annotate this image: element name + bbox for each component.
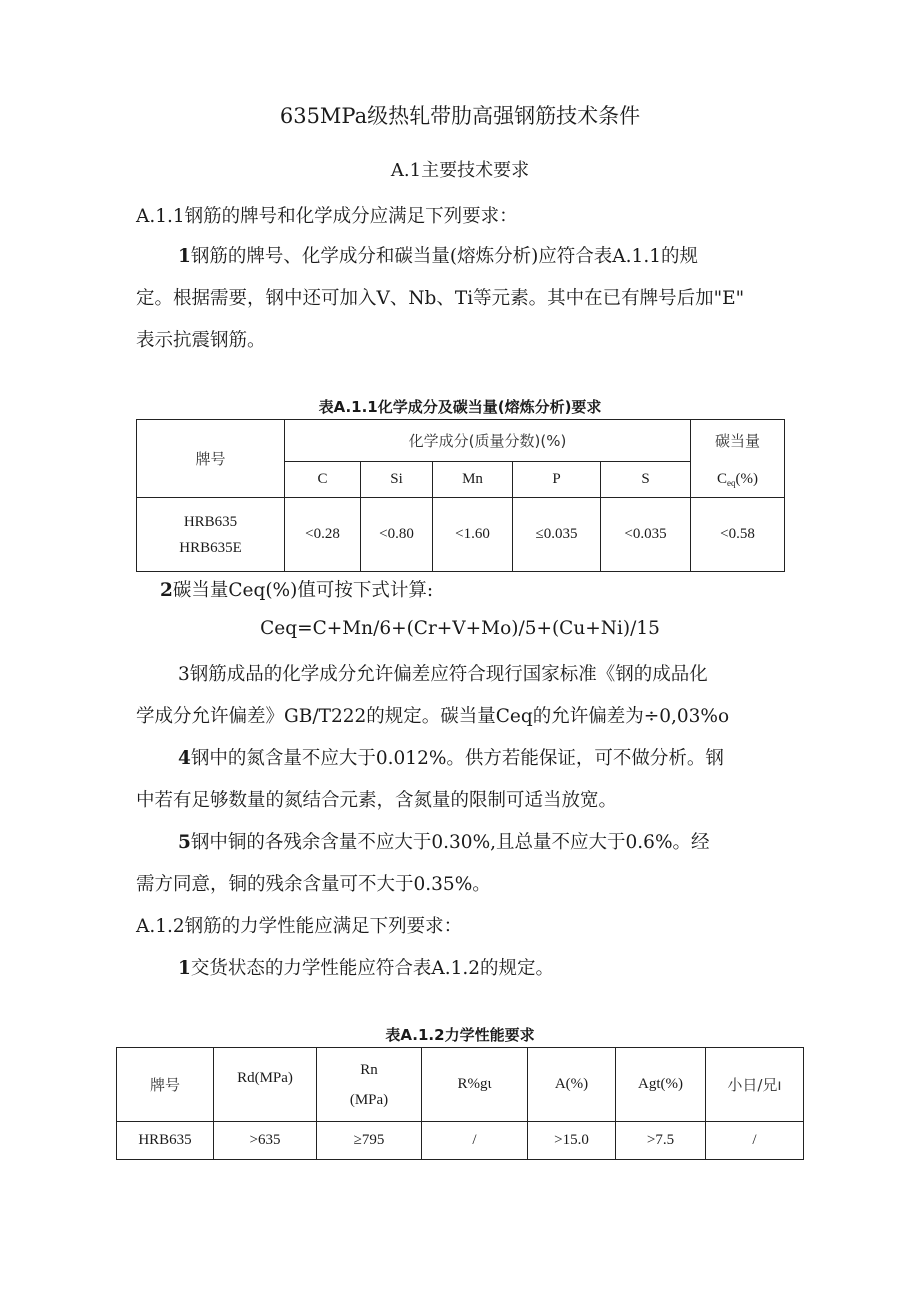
agt-header: Agt(%): [616, 1048, 706, 1122]
element-si-header: Si: [361, 462, 433, 498]
item4-line2: 中若有足够数量的氮结合元素，含氮量的限制可适当放宽。: [136, 790, 618, 811]
rd-header: Rd(MPa): [214, 1048, 317, 1122]
item-text: 钢中的氮含量不应大于0.012%。供方若能保证，可不做分析。钢: [190, 748, 724, 769]
element-p-header: P: [513, 462, 601, 498]
item-text: 碳当量Ceq(%)值可按下式计算:: [172, 580, 434, 601]
grade-hrb635: HRB635: [183, 513, 238, 530]
value-c: <0.28: [285, 498, 361, 572]
grade-header: 牌号: [137, 420, 285, 498]
item-number: 4: [178, 748, 191, 769]
item4-line1: [178, 744, 724, 770]
a11-item1-line2: 定。根据需要，钢中还可加入V、Nb、Ti等元素。其中在已有牌号后加"E": [136, 288, 745, 309]
chemical-composition-header: 化学成分(质量分数)(%): [285, 420, 691, 462]
value-elongation: >15.0: [528, 1122, 616, 1160]
last-header: 小日/兄ı: [706, 1048, 804, 1122]
item-number: 1: [178, 246, 191, 267]
a12-item1-line: [178, 954, 554, 980]
value-mn: <1.60: [433, 498, 513, 572]
carbon-equivalent-header: 碳当量: [691, 420, 785, 462]
value-r-ratio: /: [422, 1122, 528, 1160]
element-s-header: S: [601, 462, 691, 498]
item-text: 交货状态的力学性能应符合表A.1.2的规定。: [190, 958, 555, 979]
a11-item1-line3: 表示抗震钢筋。: [136, 330, 266, 351]
item-text: 钢中铜的各残余含量不应大于0.30%,且总量不应大于0.6%。经: [190, 832, 710, 853]
value-p: ≤0.035: [513, 498, 601, 572]
value-rn: ≥795: [317, 1122, 422, 1160]
document-title: 635MPa级热轧带肋高强钢筋技术条件: [279, 104, 641, 128]
item-number: 5: [178, 832, 191, 853]
value-last: /: [706, 1122, 804, 1160]
ceq-unit-header: $C_{eq}(\%)$: [691, 462, 785, 498]
item3-line2: 学成分允许偏差》GB/T222的规定。碳当量Ceq的允许偏差为÷0,03%o: [136, 706, 730, 727]
item-text: 钢筋的牌号、化学成分和碳当量(熔炼分析)应符合表A.1.1的规: [190, 246, 698, 267]
grade-header: 牌号: [117, 1048, 214, 1122]
grade-cell: [137, 498, 285, 572]
item2-line: [160, 576, 433, 602]
chemical-composition-table: [136, 419, 785, 572]
value-rd: >635: [214, 1122, 317, 1160]
value-s: <0.035: [601, 498, 691, 572]
item-number: 1: [178, 958, 191, 979]
elongation-header: A(%): [528, 1048, 616, 1122]
a11-item1-line1: [178, 242, 698, 268]
rn-header: Rn (MPa): [317, 1048, 422, 1122]
item5-line2: 需方同意，铜的残余含量可不大于0.35%。: [136, 874, 491, 895]
section-heading: A.1主要技术要求: [390, 160, 530, 181]
item-number: 2: [160, 580, 173, 601]
r-ratio-header: R%gι: [422, 1048, 528, 1122]
table2-caption: 表A.1.2力学性能要求: [385, 1026, 535, 1044]
grade-hrb635e: HRB635E: [179, 539, 242, 556]
value-si: <0.80: [361, 498, 433, 572]
item5-line1: [178, 828, 710, 854]
value-ceq: <0.58: [691, 498, 785, 572]
element-c-header: C: [285, 462, 361, 498]
mechanical-properties-table: [116, 1047, 804, 1160]
element-mn-header: Mn: [433, 462, 513, 498]
a11-heading: A.1.1钢筋的牌号和化学成分应满足下列要求：: [136, 206, 518, 227]
ceq-formula: Ceq=C+Mn/6+(Cr+V+Mo)/5+(Cu+Ni)/15: [260, 618, 660, 639]
a12-heading: A.1.2钢筋的力学性能应满足下列要求：: [136, 916, 463, 937]
value-agt: >7.5: [616, 1122, 706, 1160]
grade-hrb635: HRB635: [117, 1122, 214, 1160]
table1-caption: 表A.1.1化学成分及碳当量(熔炼分析)要求: [318, 398, 602, 416]
item3-line1: 3钢筋成品的化学成分允许偏差应符合现行国家标准《钢的成品化: [178, 664, 708, 685]
